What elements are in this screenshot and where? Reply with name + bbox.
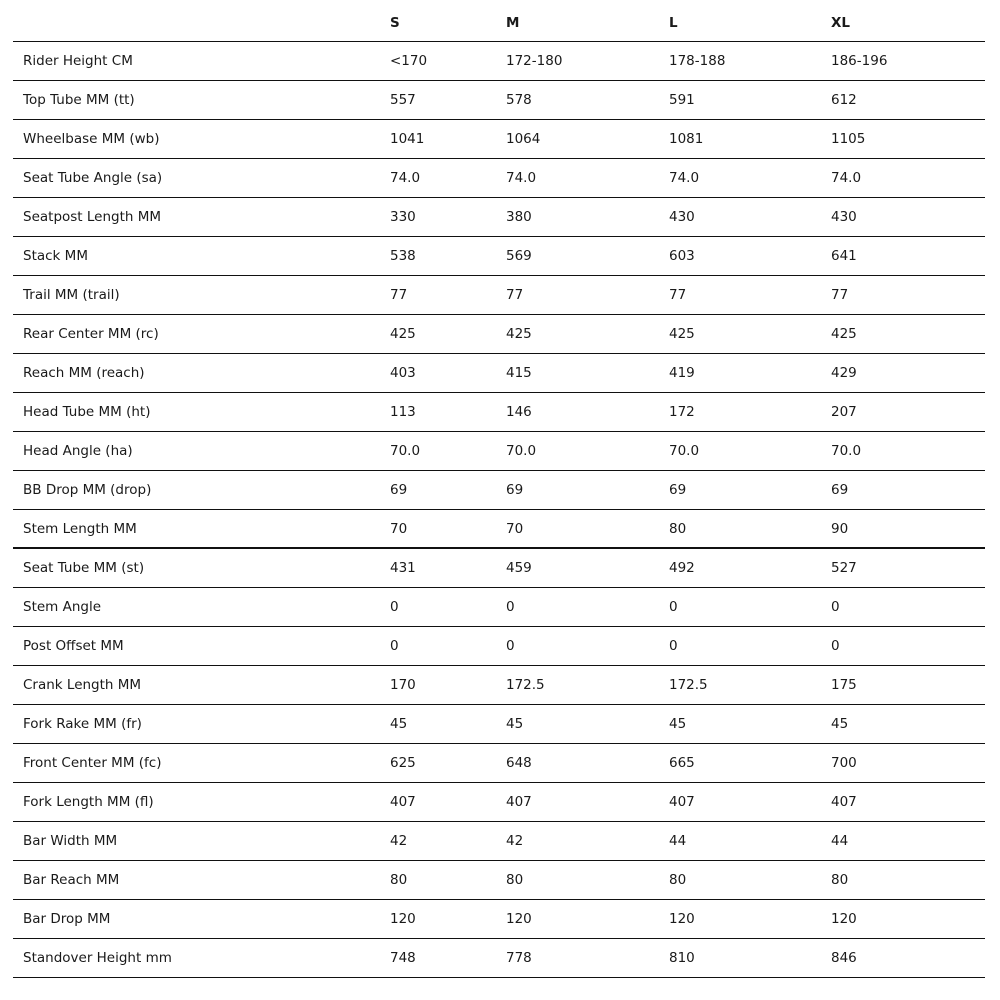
cell-size-m: 77 [506, 276, 669, 315]
table-row [13, 822, 985, 861]
row-label: Post Offset MM [13, 627, 390, 666]
cell-size-m: 42 [506, 822, 669, 861]
cell-size-s: 403 [390, 354, 506, 393]
cell-size-m: 778 [506, 939, 669, 978]
row-label: Standover Height mm [13, 939, 390, 978]
cell-size-m: 70.0 [506, 432, 669, 471]
table-body [13, 42, 985, 978]
row-label: Top Tube MM (tt) [13, 81, 390, 120]
cell-size-m: 69 [506, 471, 669, 510]
table-row [13, 120, 985, 159]
cell-size-xl: 80 [831, 861, 985, 900]
table-row [13, 744, 985, 783]
cell-size-s: 170 [390, 666, 506, 705]
cell-size-l: 603 [669, 237, 831, 276]
table-row [13, 276, 985, 315]
cell-size-xl: 407 [831, 783, 985, 822]
cell-size-s: 120 [390, 900, 506, 939]
table-row [13, 315, 985, 354]
cell-size-l: 70.0 [669, 432, 831, 471]
cell-size-xl: 175 [831, 666, 985, 705]
table-row [13, 198, 985, 237]
cell-size-s: 74.0 [390, 159, 506, 198]
cell-size-xl: 846 [831, 939, 985, 978]
table-row [13, 354, 985, 393]
cell-size-l: 425 [669, 315, 831, 354]
cell-size-l: 69 [669, 471, 831, 510]
cell-size-xl: 0 [831, 588, 985, 627]
table-row [13, 159, 985, 198]
table-row [13, 393, 985, 432]
cell-size-xl: 69 [831, 471, 985, 510]
cell-size-l: 120 [669, 900, 831, 939]
cell-size-m: 415 [506, 354, 669, 393]
header-row [13, 4, 985, 42]
row-label: Fork Length MM (fl) [13, 783, 390, 822]
cell-size-l: 0 [669, 627, 831, 666]
cell-size-m: 0 [506, 627, 669, 666]
row-label: Reach MM (reach) [13, 354, 390, 393]
row-label: Bar Drop MM [13, 900, 390, 939]
table-row [13, 666, 985, 705]
row-label: Bar Width MM [13, 822, 390, 861]
cell-size-m: 120 [506, 900, 669, 939]
cell-size-m: 407 [506, 783, 669, 822]
table-row [13, 861, 985, 900]
row-label: Head Tube MM (ht) [13, 393, 390, 432]
cell-size-s: 42 [390, 822, 506, 861]
cell-size-l: 665 [669, 744, 831, 783]
cell-size-s: 45 [390, 705, 506, 744]
header-size-m: M [506, 4, 669, 42]
cell-size-m: 578 [506, 81, 669, 120]
table-row [13, 627, 985, 666]
cell-size-l: 430 [669, 198, 831, 237]
cell-size-m: 74.0 [506, 159, 669, 198]
row-label: Trail MM (trail) [13, 276, 390, 315]
row-label: Rear Center MM (rc) [13, 315, 390, 354]
cell-size-s: 0 [390, 588, 506, 627]
cell-size-m: 172-180 [506, 42, 669, 81]
row-label: Seat Tube MM (st) [13, 548, 390, 588]
cell-size-xl: 207 [831, 393, 985, 432]
cell-size-xl: 527 [831, 548, 985, 588]
cell-size-m: 146 [506, 393, 669, 432]
cell-size-s: 431 [390, 548, 506, 588]
table-row [13, 783, 985, 822]
cell-size-m: 172.5 [506, 666, 669, 705]
header-size-xl: XL [831, 4, 985, 42]
cell-size-l: 80 [669, 861, 831, 900]
header-size-s: S [390, 4, 506, 42]
cell-size-xl: 429 [831, 354, 985, 393]
row-label: Stem Angle [13, 588, 390, 627]
cell-size-m: 0 [506, 588, 669, 627]
row-label: BB Drop MM (drop) [13, 471, 390, 510]
cell-size-m: 70 [506, 510, 669, 549]
cell-size-s: 70 [390, 510, 506, 549]
cell-size-l: 80 [669, 510, 831, 549]
cell-size-xl: 45 [831, 705, 985, 744]
cell-size-l: 492 [669, 548, 831, 588]
table-row [13, 705, 985, 744]
cell-size-xl: 70.0 [831, 432, 985, 471]
cell-size-s: 625 [390, 744, 506, 783]
cell-size-s: 0 [390, 627, 506, 666]
cell-size-m: 80 [506, 861, 669, 900]
row-label: Head Angle (ha) [13, 432, 390, 471]
row-label: Stem Length MM [13, 510, 390, 549]
cell-size-xl: 430 [831, 198, 985, 237]
table-row [13, 237, 985, 276]
cell-size-xl: 425 [831, 315, 985, 354]
cell-size-m: 569 [506, 237, 669, 276]
cell-size-m: 459 [506, 548, 669, 588]
row-label: Seat Tube Angle (sa) [13, 159, 390, 198]
cell-size-m: 648 [506, 744, 669, 783]
cell-size-l: 1081 [669, 120, 831, 159]
cell-size-s: 330 [390, 198, 506, 237]
cell-size-s: 69 [390, 471, 506, 510]
row-label: Fork Rake MM (fr) [13, 705, 390, 744]
geometry-table [13, 4, 985, 978]
cell-size-s: 748 [390, 939, 506, 978]
cell-size-s: <170 [390, 42, 506, 81]
cell-size-l: 172 [669, 393, 831, 432]
cell-size-s: 538 [390, 237, 506, 276]
cell-size-s: 80 [390, 861, 506, 900]
table-row [13, 510, 985, 549]
cell-size-l: 810 [669, 939, 831, 978]
cell-size-l: 407 [669, 783, 831, 822]
cell-size-xl: 44 [831, 822, 985, 861]
cell-size-xl: 90 [831, 510, 985, 549]
cell-size-l: 0 [669, 588, 831, 627]
row-label: Seatpost Length MM [13, 198, 390, 237]
row-label: Bar Reach MM [13, 861, 390, 900]
row-label: Stack MM [13, 237, 390, 276]
table-header [13, 4, 985, 42]
table-row [13, 432, 985, 471]
cell-size-l: 74.0 [669, 159, 831, 198]
cell-size-l: 419 [669, 354, 831, 393]
table-row [13, 939, 985, 978]
cell-size-xl: 0 [831, 627, 985, 666]
row-label: Crank Length MM [13, 666, 390, 705]
row-label: Wheelbase MM (wb) [13, 120, 390, 159]
cell-size-s: 1041 [390, 120, 506, 159]
cell-size-xl: 74.0 [831, 159, 985, 198]
cell-size-s: 407 [390, 783, 506, 822]
cell-size-xl: 1105 [831, 120, 985, 159]
cell-size-m: 380 [506, 198, 669, 237]
cell-size-xl: 186-196 [831, 42, 985, 81]
cell-size-xl: 612 [831, 81, 985, 120]
table-row [13, 81, 985, 120]
header-size-l: L [669, 4, 831, 42]
table-row [13, 42, 985, 81]
cell-size-l: 77 [669, 276, 831, 315]
cell-size-xl: 700 [831, 744, 985, 783]
cell-size-m: 45 [506, 705, 669, 744]
cell-size-l: 45 [669, 705, 831, 744]
cell-size-s: 557 [390, 81, 506, 120]
table-row [13, 900, 985, 939]
cell-size-m: 425 [506, 315, 669, 354]
cell-size-s: 113 [390, 393, 506, 432]
cell-size-l: 44 [669, 822, 831, 861]
row-label: Rider Height CM [13, 42, 390, 81]
cell-size-s: 70.0 [390, 432, 506, 471]
row-label: Front Center MM (fc) [13, 744, 390, 783]
cell-size-xl: 77 [831, 276, 985, 315]
cell-size-xl: 120 [831, 900, 985, 939]
cell-size-m: 1064 [506, 120, 669, 159]
table-row [13, 471, 985, 510]
cell-size-l: 172.5 [669, 666, 831, 705]
cell-size-xl: 641 [831, 237, 985, 276]
cell-size-s: 425 [390, 315, 506, 354]
cell-size-s: 77 [390, 276, 506, 315]
table-row [13, 588, 985, 627]
cell-size-l: 178-188 [669, 42, 831, 81]
table-row [13, 548, 985, 588]
cell-size-l: 591 [669, 81, 831, 120]
header-label-column [13, 4, 390, 42]
